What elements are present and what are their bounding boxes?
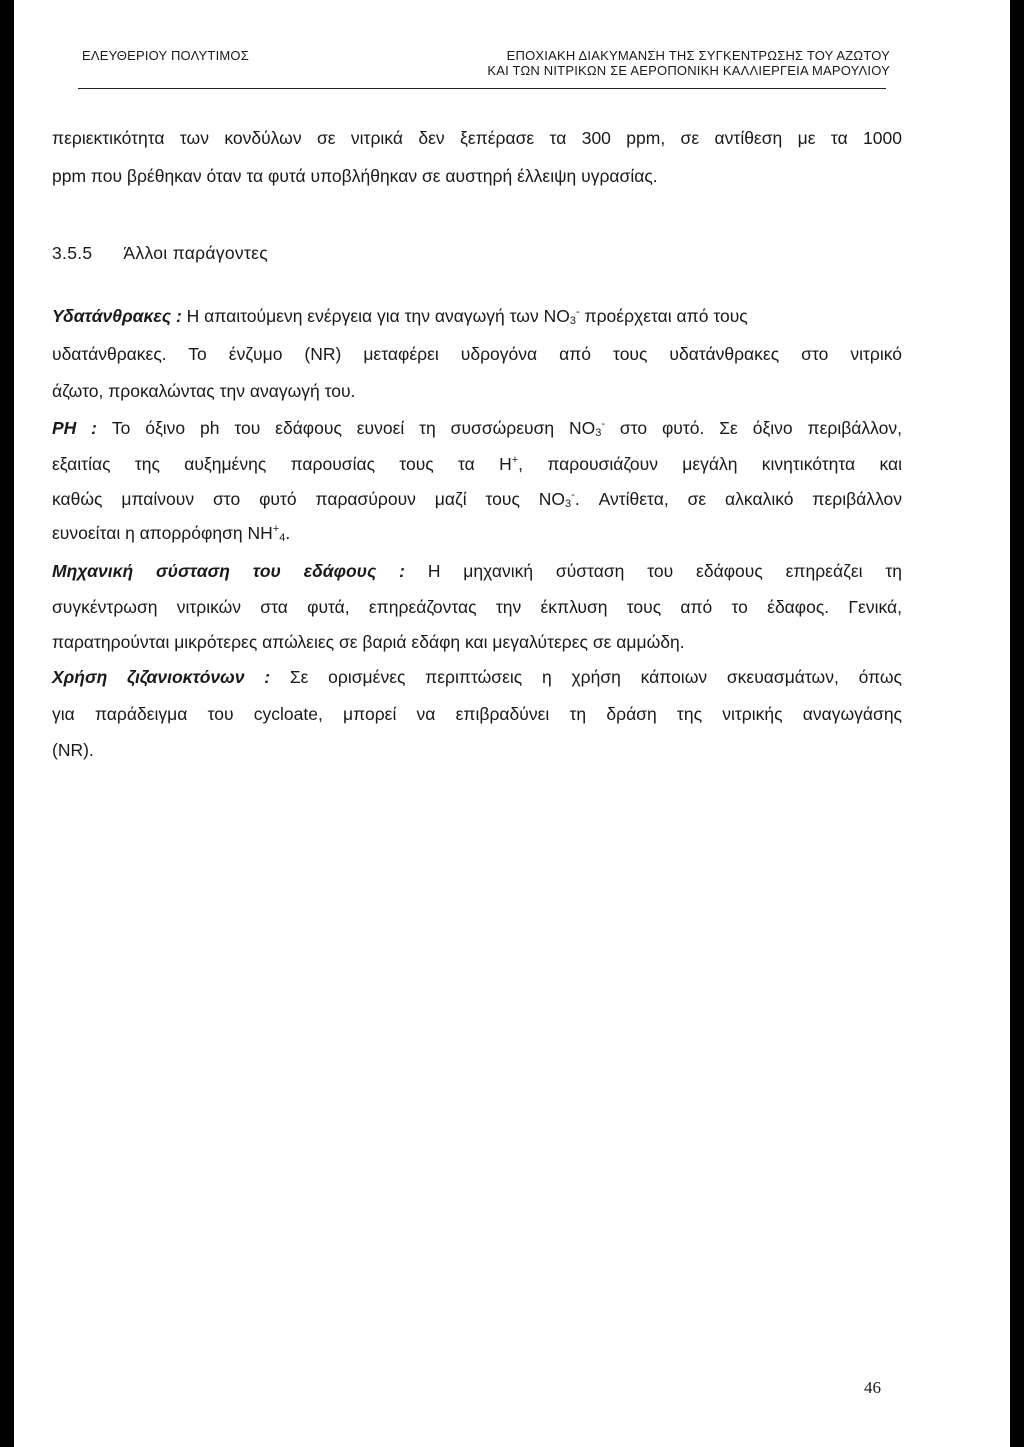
section-heading <box>52 243 268 264</box>
carbohydrates-line-3: άζωτο, προκαλώντας την αναγωγή του. <box>52 381 356 401</box>
carbohydrates-line-1 <box>52 306 748 327</box>
ph-text: Το όξινο ph του εδάφους ευνοεί τη συσσώρευση NO <box>111 418 596 438</box>
ph-text: εξαιτίας της αυξημένης παρουσίας τους τα H <box>52 454 512 474</box>
superscript: + <box>272 523 280 535</box>
superscript: - <box>575 306 580 318</box>
superscript: - <box>571 489 575 501</box>
subscript: 3 <box>569 315 576 327</box>
ph-text: , παρουσιάζουν μεγάλη κινητικότητα και <box>518 454 902 474</box>
herbicides-text: Σε ορισμένες περιπτώσεις η χρήση κάποιων σκευασμάτων, όπως <box>289 667 902 687</box>
ph-label: PH : <box>52 418 97 438</box>
carbohydrates-text: Η απαιτούμενη ενέργεια για την αναγωγή των NO <box>186 306 570 326</box>
ph-text: . Αντίθετα, σε αλκαλικό περιβάλλον <box>574 489 902 509</box>
subscript: 3 <box>595 427 602 439</box>
herbicides-label: Χρήση ζιζανιοκτόνων : <box>52 667 271 687</box>
soil-label: Μηχανική σύσταση του εδάφους : <box>52 561 405 581</box>
section-number: 3.5.5 <box>52 243 93 263</box>
ph-text: . <box>285 523 291 543</box>
ph-line-3 <box>52 489 902 510</box>
herbicides-line-2: για παράδειγμα του cycloate, μπορεί να επιβραδύνει τη δράση της νιτρικής αναγωγάσης <box>52 704 902 724</box>
page-header <box>14 40 1010 92</box>
ph-text: ευνοείται η απορρόφηση NH <box>52 523 273 543</box>
herbicides-line-3: (NR). <box>52 740 94 760</box>
ph-text: στο φυτό. Σε όξινο περιβάλλον, <box>619 418 902 438</box>
subscript: 3 <box>565 498 572 510</box>
soil-line-1 <box>52 561 902 582</box>
header-title-line-2: ΚΑΙ ΤΩΝ ΝΙΤΡΙΚΩΝ ΣΕ ΑΕΡΟΠΟΝΙΚΗ ΚΑΛΛΙΕΡΓΕΙΑ ΜΑΡΟΥΛΙΟΥ <box>487 63 890 78</box>
section-title: Άλλοι παράγοντες <box>123 243 269 263</box>
soil-text: Η μηχανική σύσταση του εδάφους επηρεάζει τη <box>427 561 902 581</box>
soil-line-2: συγκέντρωση νιτρικών στα φυτά, επηρεάζοντας την έκπλυση τους από το έδαφος. Γενικά, <box>52 597 902 617</box>
page-number: 46 <box>864 1378 881 1397</box>
ph-text: καθώς μπαίνουν στο φυτό παρασύρουν μαζί τους NO <box>52 489 566 509</box>
header-rule <box>78 88 886 89</box>
superscript: + <box>511 454 519 466</box>
superscript: - <box>601 418 606 430</box>
carbohydrates-text: προέρχεται από τους <box>584 306 748 326</box>
ph-line-4 <box>52 523 290 544</box>
soil-line-3: παρατηρούνται μικρότερες απώλειες σε βαριά εδάφη και μεγαλύτερες σε αμμώδη. <box>52 632 685 652</box>
ph-line-1 <box>52 418 902 439</box>
intro-line-2: ppm που βρέθηκαν όταν τα φυτά υποβλήθηκαν σε αυστηρή έλλειψη υγρασίας. <box>52 166 658 186</box>
document-page <box>14 0 1010 1447</box>
herbicides-line-1 <box>52 667 902 688</box>
header-title <box>487 48 890 78</box>
carbohydrates-label: Υδατάνθρακες : <box>52 306 182 326</box>
intro-line-1: περιεκτικότητα των κονδύλων σε νιτρικά δεν ξεπέρασε τα 300 ppm, σε αντίθεση με τα 1000 <box>52 128 902 148</box>
header-author: ΕΛΕΥΘΕΡΙΟΥ ΠΟΛΥΤΙΜΟΣ <box>82 48 249 63</box>
ph-line-2 <box>52 454 902 475</box>
header-title-line-1: ΕΠΟΧΙΑΚΗ ΔΙΑΚΥΜΑΝΣΗ ΤΗΣ ΣΥΓΚΕΝΤΡΩΣΗΣ ΤΟΥ ΑΖΩΤΟΥ <box>506 48 890 63</box>
carbohydrates-line-2: υδατάνθρακες. Το ένζυμο (NR) μεταφέρει υδρογόνα από τους υδατάνθρακες στο νιτρικό <box>52 344 902 364</box>
subscript: 4 <box>279 532 286 544</box>
